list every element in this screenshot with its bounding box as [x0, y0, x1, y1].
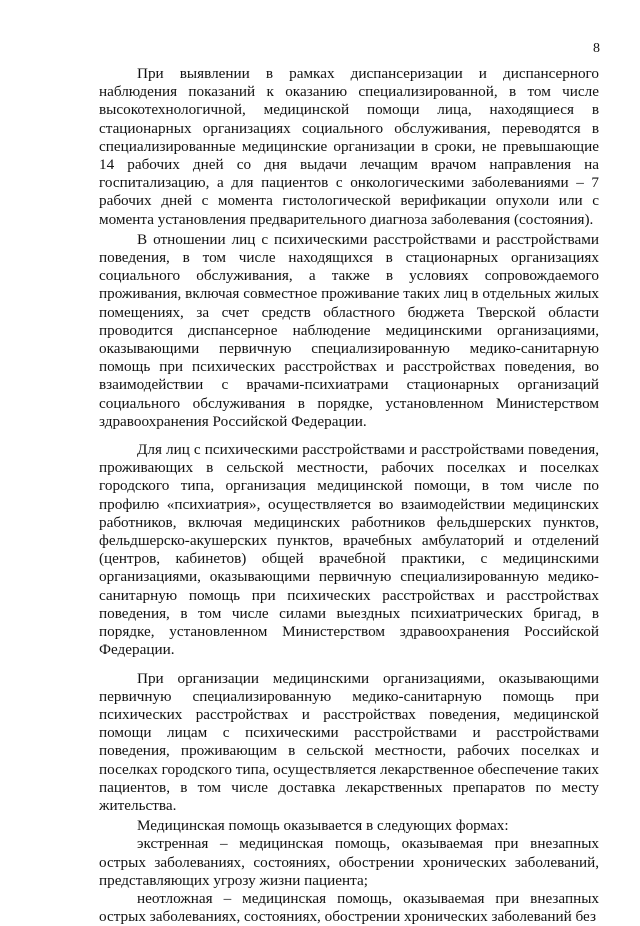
page-number: 8: [593, 41, 600, 56]
paragraph-emergency-care: экстренная – медицинская помощь, оказываемая при внезапных острых заболеваниях, состояниях, обострении хронических заболеваний, представляющих угрозу жизни пациента;: [99, 835, 599, 889]
paragraph-rural-psychiatric-care: Для лиц с психическими расстройствами и расстройствами поведения, проживающих в сельской местности, рабочих поселках и поселках городского типа, организация медицинской помощи, в том числе по профилю «психиатрия», осуществляется во взаимодействии медицинских работников, включая медицинских работников фельдшерских пунктов, фельдшерско-акушерских пунктов, врачебных амбулаторий и отделений (центров, кабинетов) общей врачебной практики, с медицинскими организациями, оказывающими первичную специализированную медико-санитарную помощь при психических расстройствах и расстройствах поведения, в том числе силами выездных психиатрических бригад, в порядке, установленном Министерством здравоохранения Российской Федерации.: [99, 441, 599, 659]
paragraph-care-forms-intro: Медицинская помощь оказывается в следующих формах:: [137, 817, 509, 835]
paragraph-drug-provision: При организации медицинскими организациями, оказывающими первичную специализированную медико-санитарную помощь при психических расстройствах и расстройствах поведения, медицинской помощи лицам с психическими расстройствами и расстройствами поведения, проживающим в сельской местности, рабочих поселках и поселках городского типа, осуществляется лекарственное обеспечение таких пациентов, в том числе доставка лекарственных препаратов по месту жительства.: [99, 669, 599, 814]
paragraph-mental-disorders-observation: В отношении лиц с психическими расстройствами и расстройствами поведения, в том числе находящихся в стационарных организациях социального обслуживания, а также в условиях сопровождаемого проживания, включая совместное проживание таких лиц в отдельных жилых помещениях, за счет средств областного бюджета Тверской области проводится диспансерное наблюдение медицинскими организациями, оказывающими первичную специализированную медико-санитарную помощь при психических расстройствах и расстройствах поведения, во взаимодействии с врачами-психиатрами стационарных организаций социального обслуживания в порядке, установленном Министерством здравоохранения Российской Федерации.: [99, 230, 599, 430]
paragraph-discharge-transfer: При выявлении в рамках диспансеризации и диспансерного наблюдения показаний к оказанию специализированной, в том числе высокотехнологичной, медицинской помощи лица, находящиеся в стационарных организациях социального обслуживания, переводятся в специализированные медицинские организации в сроки, не превышающие 14 рабочих дней со дня выдачи лечащим врачом направления на госпитализацию, а для пациентов с онкологическими заболеваниями – 7 рабочих дней с момента гистологической верификации опухоли или с момента установления предварительного диагноза заболевания (состояния).: [99, 65, 599, 228]
document-body: [99, 65, 599, 926]
paragraph-urgent-care: неотложная – медицинская помощь, оказываемая при внезапных острых заболеваниях, состояниях, обострении хронических заболеваний без: [99, 889, 599, 926]
